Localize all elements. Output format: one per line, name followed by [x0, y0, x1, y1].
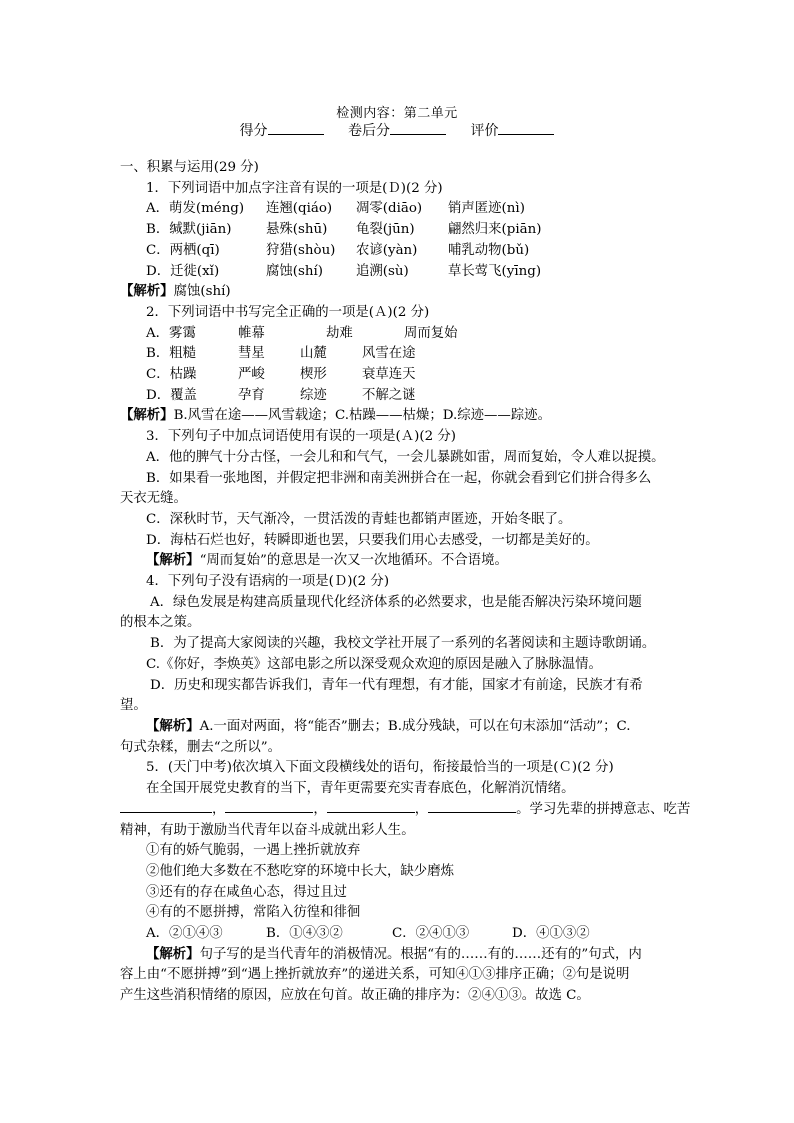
q1-option-a: A．萌发(méng) 连翘(qiáo) 凋零(diāo) 销声匿迹(nì) [146, 201, 525, 217]
q4-option-b: B．为了提高大家阅读的兴趣，我校文学社开展了一系列的名著阅读和主题诗歌朗诵。 [150, 636, 656, 652]
q5-analysis-cont-1: 容上由“不愿拼搏”到“遇上挫折就放弃”的递进关系，可知④①③排序正确；②句是说明 [120, 967, 630, 983]
page-title: 检测内容：第二单元 [336, 106, 458, 121]
q4-option-d: D．历史和现实都告诉我们，青年一代有理想，有才能，国家才有前途，民族才有希 [150, 677, 643, 693]
q5-passage-blanks: ， ， ， 。学习先辈的拼搏意志、吃苦 [120, 800, 680, 821]
q4-option-c: C.《你好，李焕英》这部电影之所以深受观众欢迎的原因是融入了脉脉温情。 [146, 656, 602, 672]
fill-blank-1 [120, 800, 212, 813]
q3-option-d: D．海枯石烂也好，转瞬即逝也罢，只要我们用心去感受，一切都是美好的。 [146, 532, 599, 548]
q2-option-d: D．覆盖 孕育 综迹 不解之谜 [146, 387, 416, 403]
q1-stem: 1．下列词语中加点字注音有误的一项是(Ｄ)(2 分) [146, 180, 443, 196]
score-line [0, 120, 794, 140]
q4-stem: 4．下列句子没有语病的一项是(Ｄ)(2 分) [146, 574, 390, 590]
q4-option-d-cont: 望。 [120, 698, 147, 714]
fill-blank-4 [428, 800, 516, 813]
section-heading: 一、积累与运用(29 分) [120, 160, 259, 175]
q3-analysis: 【解析】“周而复始”的意思是一次又一次地循环。不合语境。 [146, 553, 508, 569]
fill-blank-3 [327, 800, 415, 813]
q3-option-b: B．如果看一张地图，并假定把非洲和南美洲拼合在一起，你就会看到它们拼合得多么 [146, 470, 652, 486]
q4-analysis: 【解析】A.一面对两面，将“能否”删去；B.成分残缺，可以在句末添加“活动”；C. [146, 718, 631, 734]
q1-option-b: B．缄默(jiān) 悬殊(shū) 龟裂(jūn) 翩然归来(piān) [146, 222, 542, 238]
evaluation-label: 评价 [470, 123, 499, 139]
q4-option-a: A．绿色发展是构建高质量现代化经济体系的必然要求，也是能否解决污染环境问题 [150, 594, 642, 610]
fill-blank-2 [225, 800, 313, 813]
q5-passage-end: 精神，有助于激励当代青年以奋斗成就出彩人生。 [120, 822, 415, 838]
q3-option-b-cont: 天衣无缝。 [120, 491, 187, 507]
q3-option-c: C．深秋时节，天气渐冷，一贯活泼的青蛙也都销声匿迹，开始冬眠了。 [146, 511, 572, 527]
evaluation-blank [498, 122, 554, 135]
q5-stem: 5．(天门中考)依次填入下面文段横线处的语句，衔接最恰当的一项是(Ｃ)(2 分) [146, 760, 614, 776]
q2-option-b: B．粗糙 彗星 山麓 风雪在途 [146, 346, 416, 362]
score-blank [268, 122, 324, 135]
paper-score-blank [390, 122, 446, 135]
q3-stem: 3．下列句子中加点词语使用有误的一项是(Ａ)(2 分) [146, 429, 457, 445]
q5-analysis-cont-2: 产生这些消积情绪的原因，应放在句首。故正确的排序为：②④①③。故选 C。 [120, 988, 590, 1004]
q2-stem: 2．下列词语中书写完全正确的一项是(Ａ)(2 分) [146, 304, 430, 320]
q1-option-d: D．迁徙(xǐ) 腐蚀(shí) 追溯(sù) 草长莺飞(yīng) [146, 263, 542, 279]
q3-option-a: A．他的脾气十分古怪，一会儿和和气气，一会儿暴跳如雷，周而复始，令人难以捉摸。 [146, 449, 665, 465]
score-label: 得分 [239, 123, 268, 139]
q2-analysis: 【解析】B.风雪在途——风雪载途；C.枯躁——枯燥；D.综迹——踪迹。 [120, 408, 551, 424]
q4-option-a-cont: 的根本之策。 [120, 615, 201, 631]
q5-item-3: ③还有的存在咸鱼心态，得过且过 [146, 884, 347, 900]
q1-option-c: C．两栖(qī) 狩猎(shòu) 农谚(yàn) 哺乳动物(bǔ) [146, 242, 530, 258]
q5-choices: A．②①④③ B．①④③② C．②④①③ D．④①③② [146, 926, 590, 942]
q5-analysis: 【解析】句子写的是当代青年的消极情况。根据“有的……有的……还有的”句式，内 [146, 946, 642, 962]
paper-score-label: 卷后分 [348, 123, 390, 139]
q5-item-4: ④有的不愿拼搏，常陷入彷徨和徘徊 [146, 905, 361, 921]
q2-option-a: A．雾霭 帷幕 劫难 周而复始 [146, 325, 458, 341]
q4-analysis-cont: 句式杂糅，删去“之所以”。 [120, 739, 281, 755]
q5-passage: 在全国开展党史教育的当下，青年更需要充实青春底色，化解消沉情绪。 [146, 781, 575, 797]
q1-analysis: 【解析】腐蚀(shí) [120, 284, 231, 300]
exam-content [120, 158, 691, 1007]
q5-item-2: ②他们绝大多数在不愁吃穿的环境中长大，缺少磨炼 [146, 863, 454, 879]
q2-option-c: C．枯躁 严峻 楔形 衰草连天 [146, 367, 416, 383]
q5-item-1: ①有的娇气脆弱，一遇上挫折就放弃 [146, 843, 361, 859]
